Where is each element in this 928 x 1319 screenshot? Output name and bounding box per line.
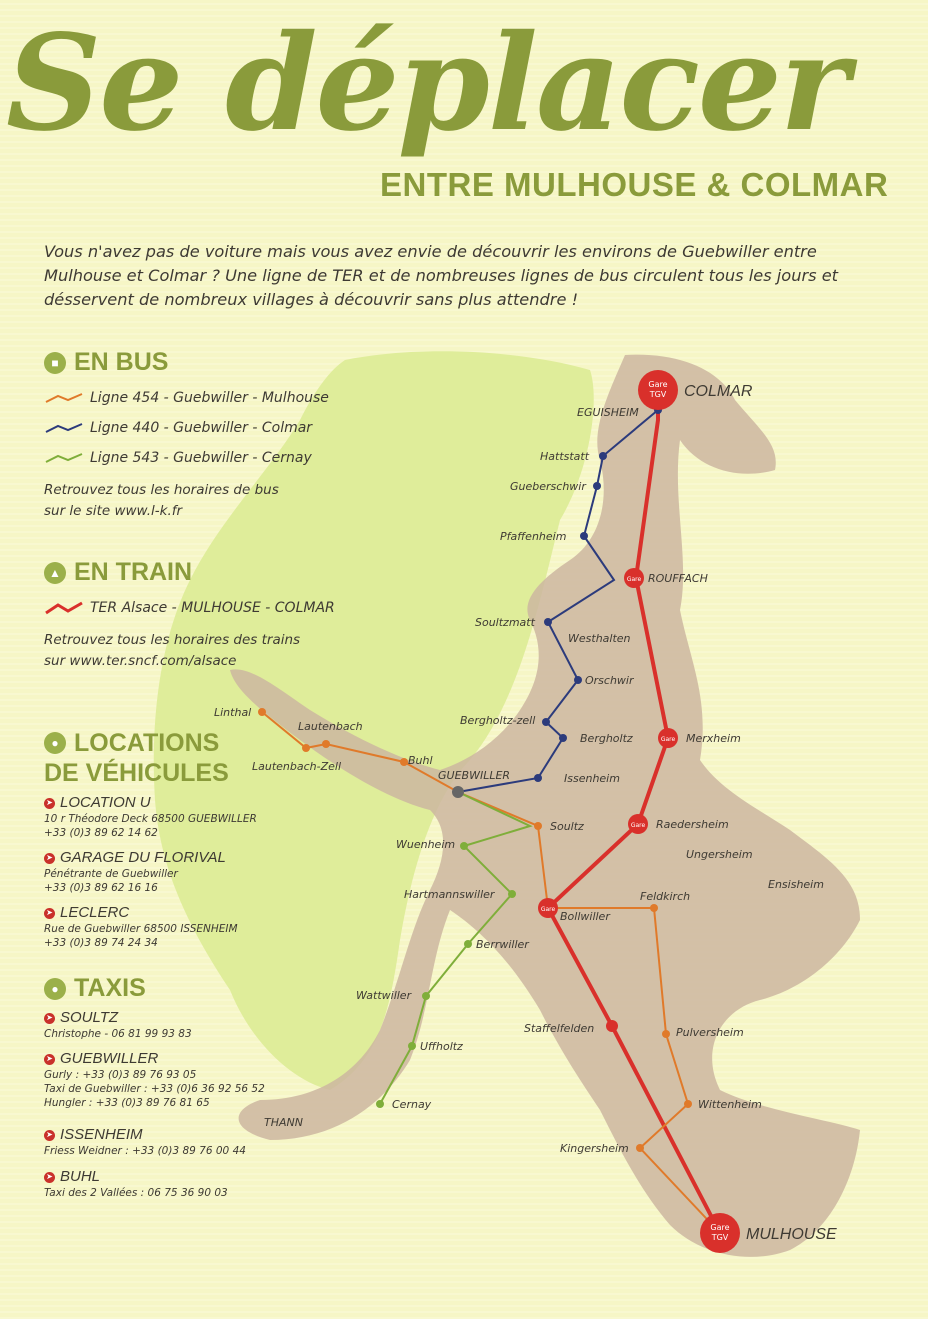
location-entry: [44, 794, 344, 840]
locations-title-1: LOCATIONS: [74, 729, 220, 757]
entry-phone[interactable]: Taxi de Guebwiller : +33 (0)6 36 92 56 52: [44, 1083, 265, 1095]
stop-uffholtz[interactable]: [408, 1042, 416, 1050]
gare-label: Gare: [710, 1223, 730, 1232]
entry-phone[interactable]: +33 (0)3 89 74 24 34: [44, 937, 158, 949]
stop-berrwiller[interactable]: [464, 940, 472, 948]
stop-gueberschwir[interactable]: [593, 482, 601, 490]
arrow-icon: ➤: [44, 1054, 55, 1065]
entry-phone[interactable]: +33 (0)3 89 62 16 16: [44, 882, 158, 894]
car-icon: ●: [44, 732, 66, 754]
label-orschwir: Orschwir: [585, 674, 634, 687]
bus-note: [44, 480, 344, 522]
tgv-label: TGV: [649, 390, 667, 399]
label-hattstatt: Hattstatt: [540, 450, 590, 463]
stop-issenheim[interactable]: [534, 774, 542, 782]
stop-pfaffenheim[interactable]: [580, 532, 588, 540]
taxis-section-title: [44, 974, 146, 1003]
entry-name: BUHL: [60, 1168, 101, 1185]
label-kingersheim: Kingersheim: [560, 1142, 629, 1155]
stop-lautenbach[interactable]: [322, 740, 330, 748]
station-bollwiller[interactable]: [538, 898, 558, 918]
page-subtitle: ENTRE MULHOUSE & COLMAR: [380, 166, 889, 203]
label-feldkirch: Feldkirch: [640, 890, 691, 903]
taxi-entry: [44, 1009, 344, 1041]
label-bergholtz-zell: Bergholtz-zell: [460, 714, 536, 727]
label-staffelfelden: Staffelfelden: [524, 1022, 595, 1035]
station-merxheim[interactable]: [658, 728, 678, 748]
locations-section-title: [44, 728, 229, 788]
label-lautenbach: Lautenbach: [298, 720, 363, 733]
label-wattwiller: Wattwiller: [356, 989, 412, 1002]
entry-name: GUEBWILLER: [60, 1050, 159, 1067]
gare-label: Gare: [648, 380, 668, 389]
stop-bergholtz-zell[interactable]: [542, 718, 550, 726]
legend-bus-440: [44, 420, 312, 436]
taxi-entry: [44, 1126, 344, 1158]
label-thann: THANN: [264, 1116, 303, 1129]
location-entry: [44, 849, 344, 895]
entry-name: LECLERC: [60, 904, 130, 921]
label-raedersheim: Raedersheim: [656, 818, 729, 831]
entry-phone[interactable]: Friess Weidner : +33 (0)3 89 76 00 44: [44, 1145, 246, 1157]
label-mulhouse: MULHOUSE: [746, 1226, 837, 1243]
legend-bus-454: [44, 390, 329, 406]
arrow-icon: ➤: [44, 853, 55, 864]
tgv-label: TGV: [711, 1233, 729, 1242]
stop-lautenbach-zell[interactable]: [302, 744, 310, 752]
stop-cernay[interactable]: [376, 1100, 384, 1108]
stop-hattstatt[interactable]: [599, 452, 607, 460]
bus-icon: ■: [44, 352, 66, 374]
train-note: [44, 630, 344, 672]
label-gueberschwir: Gueberschwir: [510, 480, 586, 493]
stop-buhl[interactable]: [400, 758, 408, 766]
train-title: EN TRAIN: [74, 558, 193, 586]
legend-label: TER Alsace - MULHOUSE - COLMAR: [90, 600, 335, 616]
arrow-icon: ➤: [44, 908, 55, 919]
label-berrwiller: Berrwiller: [476, 938, 529, 951]
arrow-icon: ➤: [44, 1172, 55, 1183]
gare-label: Gare: [660, 736, 676, 743]
label-bergholtz: Bergholtz: [580, 732, 633, 745]
train-icon: ▲: [44, 562, 66, 584]
train-section-title: [44, 558, 192, 587]
label-soultzmatt: Soultzmatt: [475, 616, 535, 629]
arrow-icon: ➤: [44, 1013, 55, 1024]
legend-ter: [44, 600, 335, 616]
legend-label: Ligne 454 - Guebwiller - Mulhouse: [90, 390, 329, 406]
bus-note-line-2[interactable]: sur le site www.l-k.fr: [44, 503, 183, 519]
legend-bus-543: [44, 450, 312, 466]
stop-guebwiller[interactable]: [452, 786, 464, 798]
gare-label: Gare: [540, 906, 556, 913]
label-linthal: Linthal: [214, 706, 252, 719]
stop-pulversheim[interactable]: [662, 1030, 670, 1038]
stop-orschwir[interactable]: [574, 676, 582, 684]
label-lautenbach-zell: Lautenbach-Zell: [252, 760, 342, 773]
intro-text: Vous n'avez pas de voiture mais vous avez envie de découvrir les environs de Guebwiller entre Mulhouse et Colmar ? Une ligne de TER et de nombreuses lignes de bus circulent tous les jours et désservent de nombreux villages à découvrir sans plus attendre !: [44, 242, 838, 309]
entry-name: ISSENHEIM: [60, 1126, 143, 1143]
label-issenheim: Issenheim: [564, 772, 620, 785]
gare-label: Gare: [630, 822, 646, 829]
label-rouffach: ROUFFACH: [648, 572, 708, 585]
stop-linthal[interactable]: [258, 708, 266, 716]
label-eguisheim: EGUISHEIM: [577, 406, 639, 419]
label-wuenheim: Wuenheim: [396, 838, 456, 851]
stop-wittenheim[interactable]: [684, 1100, 692, 1108]
stop-kingersheim[interactable]: [636, 1144, 644, 1152]
location-entry: [44, 904, 344, 950]
label-ungersheim: Ungersheim: [686, 848, 753, 861]
label-soultz: Soultz: [550, 820, 584, 833]
label-ensisheim: Ensisheim: [768, 878, 824, 891]
taxis-title: TAXIS: [74, 974, 146, 1002]
stop-wattwiller[interactable]: [422, 992, 430, 1000]
entry-phone[interactable]: Gurly : +33 (0)3 89 76 93 05: [44, 1069, 197, 1081]
bus-note-line-1: Retrouvez tous les horaires de bus: [44, 482, 279, 498]
entry-address: 10 r Théodore Deck 68500 GUEBWILLER: [44, 813, 257, 825]
entry-address: Pénétrante de Guebwiller: [44, 868, 178, 880]
line-swatch-blue: [44, 422, 84, 434]
bus-title: EN BUS: [74, 348, 169, 376]
label-westhalten: Westhalten: [568, 632, 631, 645]
taxi-entry: [44, 1168, 344, 1200]
train-note-line-2[interactable]: sur www.ter.sncf.com/alsace: [44, 653, 237, 669]
label-wittenheim: Wittenheim: [698, 1098, 762, 1111]
label-merxheim: Merxheim: [686, 732, 741, 745]
legend-label: Ligne 440 - Guebwiller - Colmar: [90, 420, 313, 436]
legend-label: Ligne 543 - Guebwiller - Cernay: [90, 450, 312, 466]
taxi-entry: [44, 1050, 344, 1110]
label-hartmannswiller: Hartmannswiller: [404, 888, 495, 901]
gare-label: Gare: [626, 576, 642, 583]
entry-phone[interactable]: Taxi des 2 Vallées : 06 75 36 90 03: [44, 1187, 228, 1199]
line-swatch-orange: [44, 392, 84, 404]
station-mulhouse[interactable]: [700, 1213, 740, 1253]
entry-name: LOCATION U: [60, 794, 151, 811]
entry-phone[interactable]: Christophe - 06 81 99 93 83: [44, 1028, 192, 1040]
line-swatch-red: [44, 601, 84, 615]
station-rouffach[interactable]: [624, 568, 644, 588]
page-title: Se déplacer: [6, 6, 848, 161]
entry-name: SOULTZ: [60, 1009, 119, 1026]
entry-phone[interactable]: +33 (0)3 89 62 14 62: [44, 827, 158, 839]
label-uffholtz: Uffholtz: [420, 1040, 463, 1053]
stop-soultz[interactable]: [534, 822, 542, 830]
line-swatch-green: [44, 452, 84, 464]
label-buhl: Buhl: [408, 754, 433, 767]
stop-bergholtz[interactable]: [559, 734, 567, 742]
train-note-line-1: Retrouvez tous les horaires des trains: [44, 632, 301, 648]
stop-hartmannswiller[interactable]: [508, 890, 516, 898]
bus-section-title: [44, 348, 168, 377]
label-bollwiller: Bollwiller: [560, 910, 610, 923]
stop-feldkirch[interactable]: [650, 904, 658, 912]
label-pfaffenheim: Pfaffenheim: [500, 530, 567, 543]
stop-wuenheim[interactable]: [460, 842, 468, 850]
station-raedersheim[interactable]: [628, 814, 648, 834]
stop-soultzmatt[interactable]: [544, 618, 552, 626]
locations-title-2: DE VÉHICULES: [44, 759, 229, 787]
label-colmar: COLMAR: [684, 383, 753, 400]
label-cernay: Cernay: [392, 1098, 432, 1111]
arrow-icon: ➤: [44, 798, 55, 809]
station-colmar[interactable]: [638, 370, 678, 410]
entry-address: Rue de Guebwiller 68500 ISSENHEIM: [44, 923, 238, 935]
entry-name: GARAGE DU FLORIVAL: [60, 849, 226, 866]
label-guebwiller: GUEBWILLER: [438, 769, 511, 782]
arrow-icon: ➤: [44, 1130, 55, 1141]
label-pulversheim: Pulversheim: [676, 1026, 744, 1039]
stop-staffelfelden[interactable]: [606, 1020, 618, 1032]
taxi-icon: ●: [44, 978, 66, 1000]
entry-phone[interactable]: Hungler : +33 (0)3 89 76 81 65: [44, 1097, 210, 1109]
